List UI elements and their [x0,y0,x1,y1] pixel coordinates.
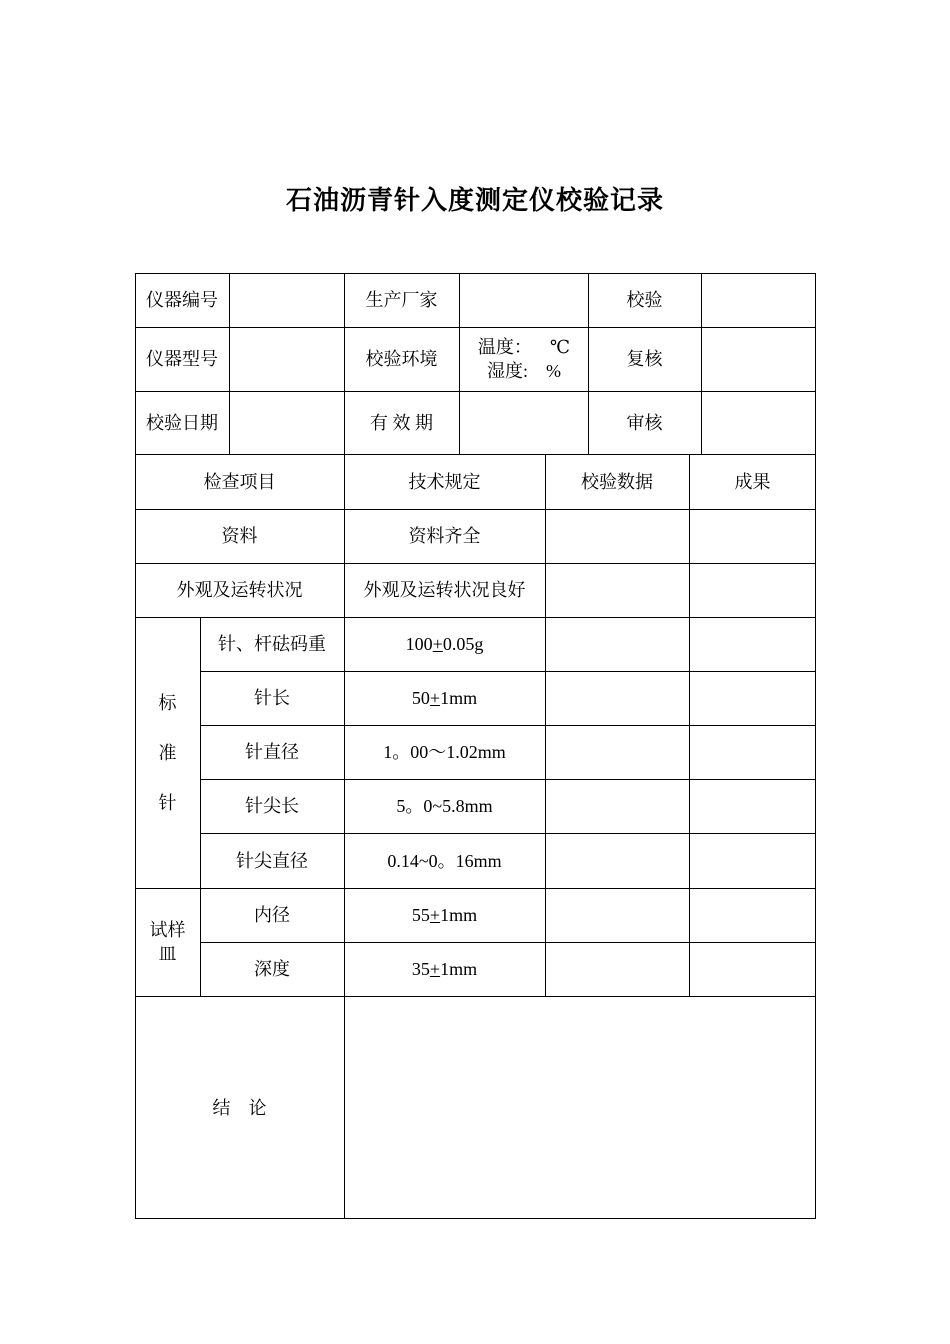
plus-minus-sign: + [429,905,441,925]
spec-tolerance: 0.05g [442,634,484,654]
spec-tolerance: 1mm [440,688,478,708]
needle-length-item: 针长 [254,688,290,708]
dish-depth-result[interactable] [690,942,816,996]
spec-value: 100 [405,634,433,654]
needle-weight-spec [344,617,545,671]
needle-tip-diameter-item: 针尖直径 [236,850,308,871]
plus-minus-sign: + [432,634,443,654]
date-value[interactable] [230,391,344,454]
row-appearance-result[interactable] [690,563,816,617]
row-docs-result[interactable] [690,509,816,563]
column-header-item: 检查项目 [203,471,276,492]
spec-value: 55 [411,905,430,925]
needle-length-result[interactable] [690,671,816,725]
needle-tip-diameter-spec: 0.14~0。16mm [387,850,502,871]
date-label: 校验日期 [146,412,218,433]
needle-tip-length-data[interactable] [546,779,689,833]
needle-diameter-data[interactable] [546,725,689,779]
column-header-result: 成果 [734,471,771,492]
row-docs-data[interactable] [546,509,689,563]
row-appearance-spec: 外观及运转状况良好 [363,580,526,600]
dish-inner-diameter-spec [344,888,545,942]
standard-needle-char-3: 针 [158,792,177,813]
needle-tip-length-item: 针尖长 [245,796,299,816]
dish-depth-spec [344,942,545,996]
instrument-no-value[interactable] [230,273,344,327]
spec-value: 35 [411,959,430,979]
dish-inner-diameter-result[interactable] [690,888,816,942]
conclusion-value[interactable] [345,996,816,1219]
sample-dish-group-label [135,888,200,996]
review-label: 复核 [626,349,663,369]
dish-inner-diameter-data[interactable] [546,888,689,942]
row-docs-item: 资料 [221,526,258,546]
validity-label: 有 效 期 [370,412,433,433]
needle-weight-result[interactable] [690,617,816,671]
dish-depth-item: 深度 [254,959,290,979]
plus-minus-sign: + [429,959,441,979]
needle-length-data[interactable] [546,671,689,725]
row-docs-spec: 资料齐全 [408,526,481,546]
needle-tip-length-result[interactable] [690,779,816,833]
needle-weight-item: 针、杆砝码重 [218,634,326,654]
sample-dish-label-line-2: 皿 [158,944,177,964]
dish-depth-data[interactable] [546,942,689,996]
needle-length-spec [344,671,545,725]
validity-value[interactable] [460,391,588,454]
calibrate-value[interactable] [702,273,816,327]
temperature-text: 温度： ℃ [477,337,571,357]
manufacturer-value[interactable] [460,273,588,327]
conclusion-label: 结 论 [212,1097,267,1118]
review-value[interactable] [702,327,816,391]
calibrate-label: 校验 [626,290,663,310]
sample-dish-label-line-1: 试样 [149,920,186,940]
needle-diameter-spec: 1。00～1.02mm [383,742,506,762]
column-header-spec: 技术规定 [408,471,481,492]
row-appearance-item: 外观及运转状况 [176,580,303,600]
plus-minus-sign: + [429,688,441,708]
instrument-model-value[interactable] [230,327,344,391]
standard-needle-char-1: 标 [158,692,177,713]
audit-value[interactable] [702,391,816,454]
needle-tip-length-spec: 5。0~5.8mm [396,796,493,816]
instrument-no-label: 仪器编号 [146,290,218,310]
column-header-data: 校验数据 [581,471,653,492]
needle-diameter-item: 针直径 [245,742,299,762]
spec-value: 50 [411,688,430,708]
spec-tolerance: 1mm [440,959,478,979]
humidity-text: 湿度: % [487,361,561,381]
environment-label: 校验环境 [365,349,438,369]
dish-inner-diameter-item: 内径 [254,905,290,925]
needle-weight-data[interactable] [546,617,689,671]
page-title: 石油沥青针入度测定仪校验记录 [285,186,664,215]
needle-tip-diameter-data[interactable] [546,833,689,888]
needle-diameter-result[interactable] [690,725,816,779]
needle-tip-diameter-result[interactable] [690,833,816,888]
row-appearance-data[interactable] [546,563,689,617]
standard-needle-group-label [135,617,200,888]
manufacturer-label: 生产厂家 [365,290,438,310]
spec-tolerance: 1mm [440,905,478,925]
audit-label: 审核 [626,412,663,433]
instrument-model-label: 仪器型号 [146,349,218,369]
standard-needle-char-2: 准 [158,742,177,763]
environment-value[interactable] [460,327,588,391]
